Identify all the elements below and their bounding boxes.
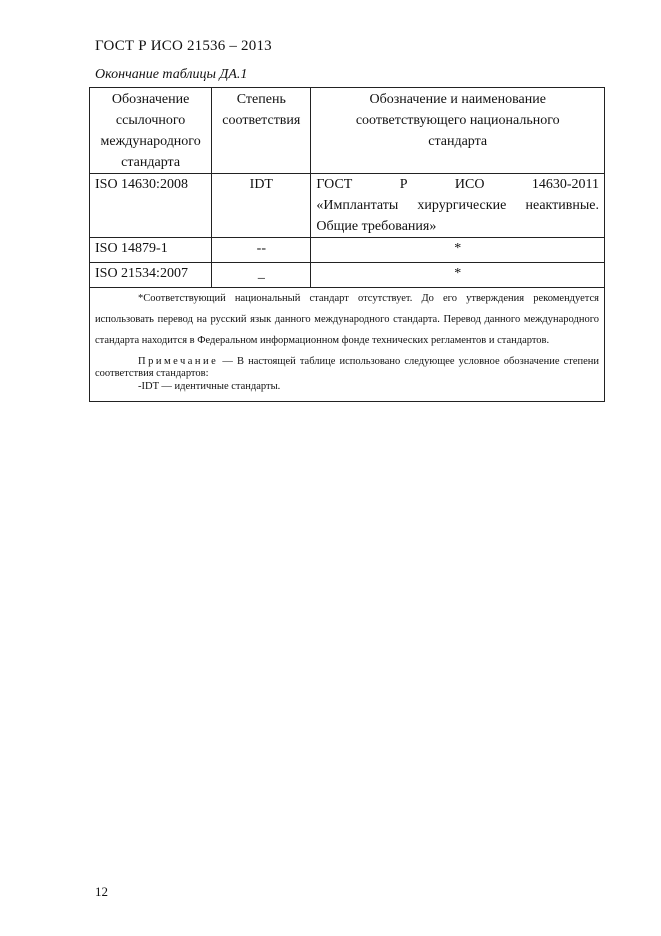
page-number: 12 — [95, 884, 108, 899]
cell-code: ISO 21534:2007 — [90, 263, 212, 288]
footnote: *Соответствующий национальный стандарт отсутствует. До его утверждения рекомендуется использовать перевод на русский язык данного международного стандарта. Перевод данного международного стандарта находится в Федеральном информационном фонде технических регламентов и стандартов. — [95, 293, 600, 346]
cell-code: ISO 14879-1 — [90, 238, 212, 263]
correspondence-table — [89, 87, 605, 402]
table-row — [90, 263, 605, 288]
header-col-degree: Степень соответствия — [212, 88, 311, 174]
note-label: Примечание — [138, 356, 219, 367]
note — [95, 356, 599, 380]
table-notes-row — [90, 288, 605, 402]
cell-degree: IDT — [212, 174, 311, 238]
cell-national-standard: * — [311, 238, 605, 263]
header-col-national-standard: Обозначение и наименование соответствующего национального стандарта — [311, 88, 605, 174]
cell-national-standard: ГОСТ Р ИСО 14630-2011 «Имплантаты хирургические неактивные. Общие требования» — [311, 174, 605, 238]
cell-national-standard: * — [311, 263, 605, 288]
table-notes — [90, 288, 605, 402]
header-col-reference-standard: Обозначение ссылочного международного стандарта — [90, 88, 212, 174]
cell-degree: _ — [212, 263, 311, 288]
note-text: — В настоящей таблице использовано следующее условное обозначение степени соответствия стандартов: — [95, 356, 599, 379]
document-title: ГОСТ Р ИСО 21536 – 2013 — [95, 38, 272, 54]
cell-code: ISO 14630:2008 — [90, 174, 212, 238]
note-item: -IDT — идентичные стандарты. — [138, 381, 281, 392]
table-row — [90, 174, 605, 238]
table-row — [90, 238, 605, 263]
cell-degree: -- — [212, 238, 311, 263]
table-header-row — [90, 88, 605, 174]
table-caption: Окончание таблицы ДА.1 — [95, 67, 248, 82]
